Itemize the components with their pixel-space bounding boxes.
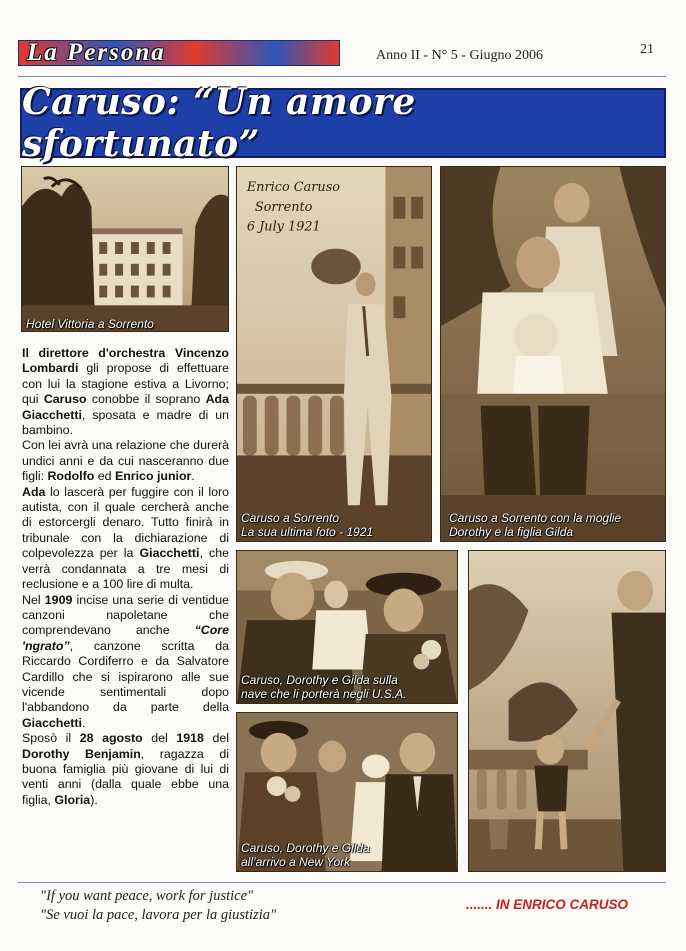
text-run: ed (94, 469, 115, 484)
caption-family-2: Dorothy e la figlia Gilda (449, 525, 574, 539)
text-run: , canzone scritta da Riccardo Cordiferro e da Salvatore Cardillo che si ispirarono alle sue vicende sentimentali dopo l'abbandono da parte della (22, 638, 229, 715)
caruso-sorrento-image (237, 167, 431, 541)
text-run: , che verrà condannata a tre mesi di reclusione e a 100 lire di multa. (22, 546, 229, 592)
title-banner (20, 81, 666, 165)
text-run: del (142, 731, 177, 746)
text-run: Con lei avrà una relazione che durerà undici anni e da cui nasceranno due figli: (22, 438, 229, 484)
photo-caruso-family (440, 166, 666, 542)
text-run: incise una serie di ventidue canzoni napoletane che comprendevano anche (22, 592, 229, 638)
inscription-line-3: 6 July 1921 (246, 219, 321, 235)
quote-english: "If you want peace, work for justice" (40, 888, 254, 904)
photo-garden (468, 550, 666, 872)
caruso-family-image (441, 167, 665, 541)
bold-run: 1909 (44, 592, 73, 607)
bold-run: Dorothy Benjamin (22, 746, 141, 761)
photo-new-york (236, 712, 458, 872)
caption-sorrento-2: La sua ultima foto - 1921 (241, 525, 374, 539)
text-run: . (191, 469, 195, 484)
bold-run: Il direttore d'orchestra Vincenzo Lombardi (22, 346, 229, 376)
bold-run: Enrico junior (114, 469, 192, 484)
text-run: , sposata e madre di un bambino. (22, 407, 229, 438)
photo-caruso-sorrento (236, 166, 432, 542)
bold-run: 28 agosto (79, 731, 143, 746)
photo-ship (236, 550, 458, 704)
text-run: Nel (22, 592, 45, 607)
text-run: Sposò il (22, 731, 80, 746)
bold-run: “Core 'ngrato” (22, 623, 229, 653)
bold-run: Giacchetti (139, 546, 200, 561)
text-run: , ragazza di buona famiglia più giovane di lui di venti anni (dalla quale ebbe una figlia, (22, 746, 229, 807)
page-number: 21 (640, 42, 654, 57)
text-run: . (81, 715, 86, 730)
bold-run: Rodolfo (47, 469, 95, 484)
bold-run: Ada Giacchetti (22, 392, 229, 422)
header-rule (18, 76, 666, 77)
inscription-line-1: Enrico Caruso (246, 179, 341, 195)
issue-info: Anno II - N° 5 - Giugno 2006 (376, 48, 543, 63)
paragraph-matrimonio (22, 731, 229, 808)
paragraph-ada (22, 485, 229, 593)
article-body (22, 346, 229, 808)
garden-image (469, 551, 665, 871)
caption-ship-1: Caruso, Dorothy e Gilda sulla (241, 673, 398, 687)
photo-hotel-vittoria (21, 166, 229, 332)
caption-hotel: Hotel Vittoria a Sorrento (26, 317, 154, 331)
logo-text: La Persona (27, 39, 166, 66)
article-title: Caruso: “Un amore sfortunato” (22, 81, 416, 165)
text-run: ). (90, 792, 98, 807)
paragraph-lombardi (22, 346, 229, 438)
footer-rule (18, 882, 666, 883)
bold-run: 1918 (176, 731, 204, 746)
caption-sorrento-1: Caruso a Sorrento (241, 511, 340, 525)
caption-family-1: Caruso a Sorrento con la moglie (449, 511, 622, 525)
bold-run: Ada (22, 484, 46, 499)
text-run: gli propose di effettuare con lui la stagione estiva a Livorno; qui (22, 361, 229, 407)
text-run: del (203, 731, 230, 746)
caption-ship-2: nave che li porterà negli U.S.A. (241, 687, 407, 701)
inscription-line-2: Sorrento (254, 199, 313, 215)
text-run: conobbe il soprano (86, 392, 206, 407)
bold-run: Caruso (43, 392, 87, 407)
text-run: lo lascerà per fuggire con il loro autista, con il quale cercherà anche di estorcergli denaro. Tutto finirà in tribunale con la dichiarazione di colpevolezza per la (22, 484, 229, 561)
paragraph-relazione (22, 438, 229, 484)
bold-run: Gloria (54, 792, 91, 807)
quote-italian: "Se vuoi la pace, lavora per la giustizia" (40, 907, 277, 923)
hotel-image (22, 167, 228, 331)
paragraph-1909 (22, 593, 229, 732)
caption-newyork-2: all’arrivo a New York (241, 855, 351, 869)
magazine-logo (18, 40, 340, 66)
author-signature: ....... IN ENRICO CARUSO (466, 897, 629, 912)
caption-newyork-1: Caruso, Dorothy e Gilda (241, 841, 370, 855)
bold-run: Giacchetti (22, 715, 82, 730)
